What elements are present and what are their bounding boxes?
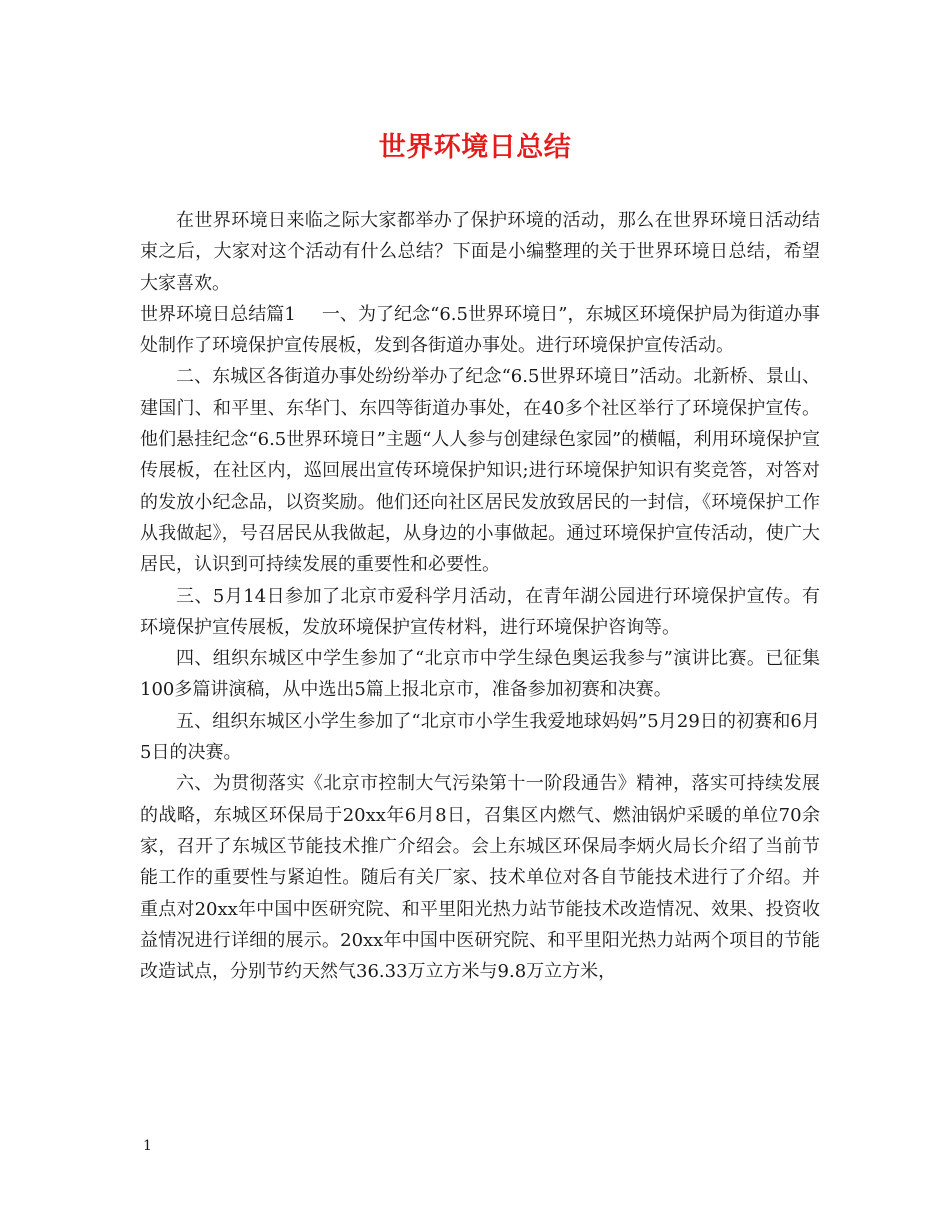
page-number: 1 bbox=[143, 1138, 152, 1154]
section-paragraph-1 bbox=[140, 299, 820, 362]
paragraph-6: 六、为贯彻落实《北京市控制大气污染第十一阶段通告》精神，落实可持续发展的战略，东城区环保局于20xx年6月8日，召集区内燃气、燃油锅炉采暖的单位70余家，召开了东城区节能技术推广介绍会。会上东城区环保局李炳火局长介绍了当前节能工作的重要性与紧迫性。随后有关厂家、技术单位对各自节能技术进行了介绍。并重点对20xx年中国中医研究院、和平里阳光热力站节能技术改造情况、效果、投资收益情况进行详细的展示。20xx年中国中医研究院、和平里阳光热力站两个项目的节能改造试点，分别节约天然气36.33万立方米与9.8万立方米， bbox=[140, 773, 820, 983]
section-heading: 世界环境日总结篇1 bbox=[140, 303, 296, 325]
document-title: 世界环境日总结 bbox=[378, 132, 572, 163]
paragraph-3: 三、5月14日参加了北京市爱科学月活动，在青年湖公园进行环境保护宣传。有环境保护宣传展板，发放环境保护宣传材料，进行环境保护咨询等。 bbox=[140, 585, 820, 638]
document-body bbox=[140, 205, 820, 987]
paragraph-4: 四、组织东城区中学生参加了“北京市中学生绿色奥运我参与”演讲比赛。已征集100多篇讲演稿，从中选出5篇上报北京市，准备参加初赛和决赛。 bbox=[140, 648, 820, 701]
paragraph-2: 二、东城区各街道办事处纷纷举办了纪念“6.5世界环境日”活动。北新桥、景山、建国门、和平里、东华门、东四等街道办事处，在40多个社区举行了环境保护宣传。他们悬挂纪念“6.5世界环境日”主题“人人参与创建绿色家园”的横幅，利用环境保护宣传展板，在社区内，巡回展出宣传环境保护知识;进行环境保护知识有奖竞答，对答对的发放小纪念品，以资奖励。他们还向社区居民发放致居民的一封信，《环境保护工作从我做起》，号召居民从我做起，从身边的小事做起。通过环境保护宣传活动，使广大居民，认识到可持续发展的重要性和必要性。 bbox=[140, 366, 820, 576]
intro-paragraph: 在世界环境日来临之际大家都举办了保护环境的活动，那么在世界环境日活动结束之后，大家对这个活动有什么总结？下面是小编整理的关于世界环境日总结，希望大家喜欢。 bbox=[140, 210, 820, 294]
paragraph-5: 五、组织东城区小学生参加了“北京市小学生我爱地球妈妈”5月29日的初赛和6月5日的决赛。 bbox=[140, 710, 820, 764]
paragraph-1-text: 一、为了纪念“6.5世界环境日”，东城区环境保护局为街道办事处制作了环境保护宣传展板，发到各街道办事处。进行环境保护宣传活动。 bbox=[140, 303, 821, 357]
